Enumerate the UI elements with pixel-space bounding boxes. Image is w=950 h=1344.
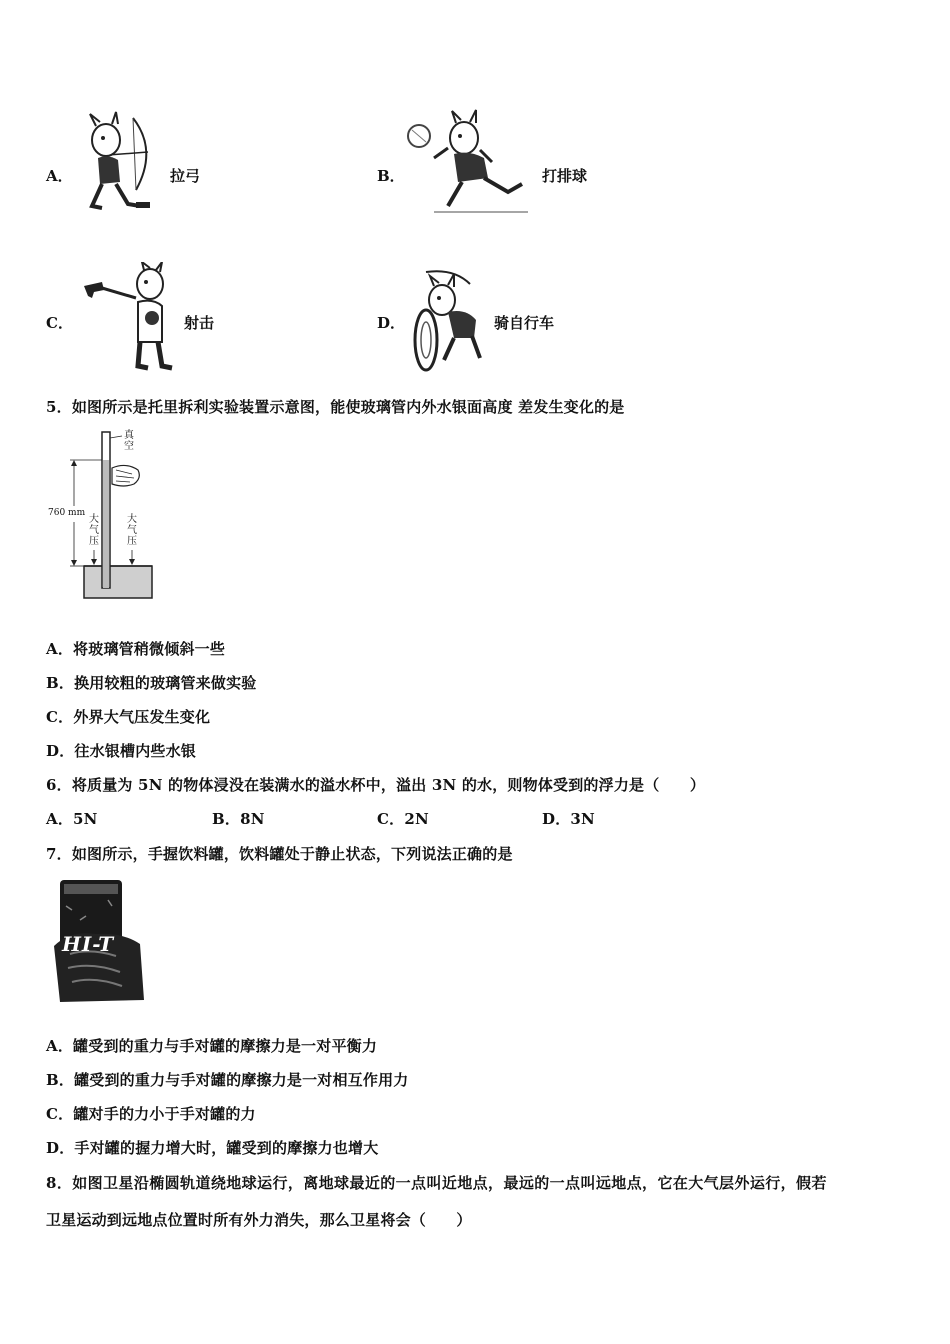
option-caption: 拉弓 xyxy=(170,167,201,185)
q6-option-b: B．8N xyxy=(212,810,265,828)
q6-option-a: A．5N xyxy=(46,810,98,828)
option-letter: D． xyxy=(377,314,406,332)
q7-option-c: C．罐对手的力小于手对罐的力 xyxy=(46,1105,256,1123)
q7-option-a: A．罐受到的重力与手对罐的摩擦力是一对平衡力 xyxy=(46,1037,378,1055)
torricelli-apparatus-figure xyxy=(46,428,166,604)
q5-stem: 5．如图所示是托里拆利实验装置示意图，能使玻璃管内外水银面高度 差发生变化的是 xyxy=(46,398,625,416)
q6-option-d: D．3N xyxy=(542,810,595,828)
q7-option-b: B．罐受到的重力与手对罐的摩擦力是一对相互作用力 xyxy=(46,1071,409,1089)
option-letter: A． xyxy=(46,167,73,185)
can-label: HI-T xyxy=(62,932,115,956)
option-letter: B． xyxy=(377,167,405,185)
q5-option-a: A．将玻璃管稍微倾斜一些 xyxy=(46,640,226,658)
pressure-label-left: 大气压 xyxy=(89,514,99,547)
q6-stem: 6．将质量为 5N 的物体浸没在装满水的溢水杯中，溢出 3N 的水，则物体受到的浮力是（ ） xyxy=(46,776,706,794)
height-label: 760 mm xyxy=(48,508,86,518)
q7-stem: 7．如图所示，手握饮料罐，饮料罐处于静止状态，下列说法正确的是 xyxy=(46,845,513,863)
cycling-goat-illustration xyxy=(404,268,488,378)
hand-holding-can-figure xyxy=(50,876,146,1004)
pressure-label-right: 大气压 xyxy=(127,514,137,547)
option-letter: C． xyxy=(46,314,73,332)
volleyball-goat-illustration xyxy=(404,108,534,216)
q5-option-c: C．外界大气压发生变化 xyxy=(46,708,211,726)
option-caption: 射击 xyxy=(184,314,215,332)
option-caption: 打排球 xyxy=(542,167,588,185)
shooting-goat-illustration xyxy=(78,262,178,372)
option-caption: 骑自行车 xyxy=(494,314,555,332)
q7-option-d: D．手对罐的握力增大时，罐受到的摩擦力也增大 xyxy=(46,1139,379,1157)
vacuum-label: 真空 xyxy=(124,430,134,452)
q5-option-d: D．往水银槽内些水银 xyxy=(46,742,197,760)
archery-goat-illustration xyxy=(78,110,168,215)
q6-option-c: C．2N xyxy=(377,810,429,828)
q8-stem-line2: 卫星运动到远地点位置时所有外力消失，那么卫星将会（ ） xyxy=(46,1211,472,1229)
q5-option-b: B．换用较粗的玻璃管来做实验 xyxy=(46,674,257,692)
q8-stem-line1: 8．如图卫星沿椭圆轨道绕地球运行，离地球最近的一点叫近地点，最远的一点叫远地点，它在大气层外运行，假若 xyxy=(46,1174,827,1192)
